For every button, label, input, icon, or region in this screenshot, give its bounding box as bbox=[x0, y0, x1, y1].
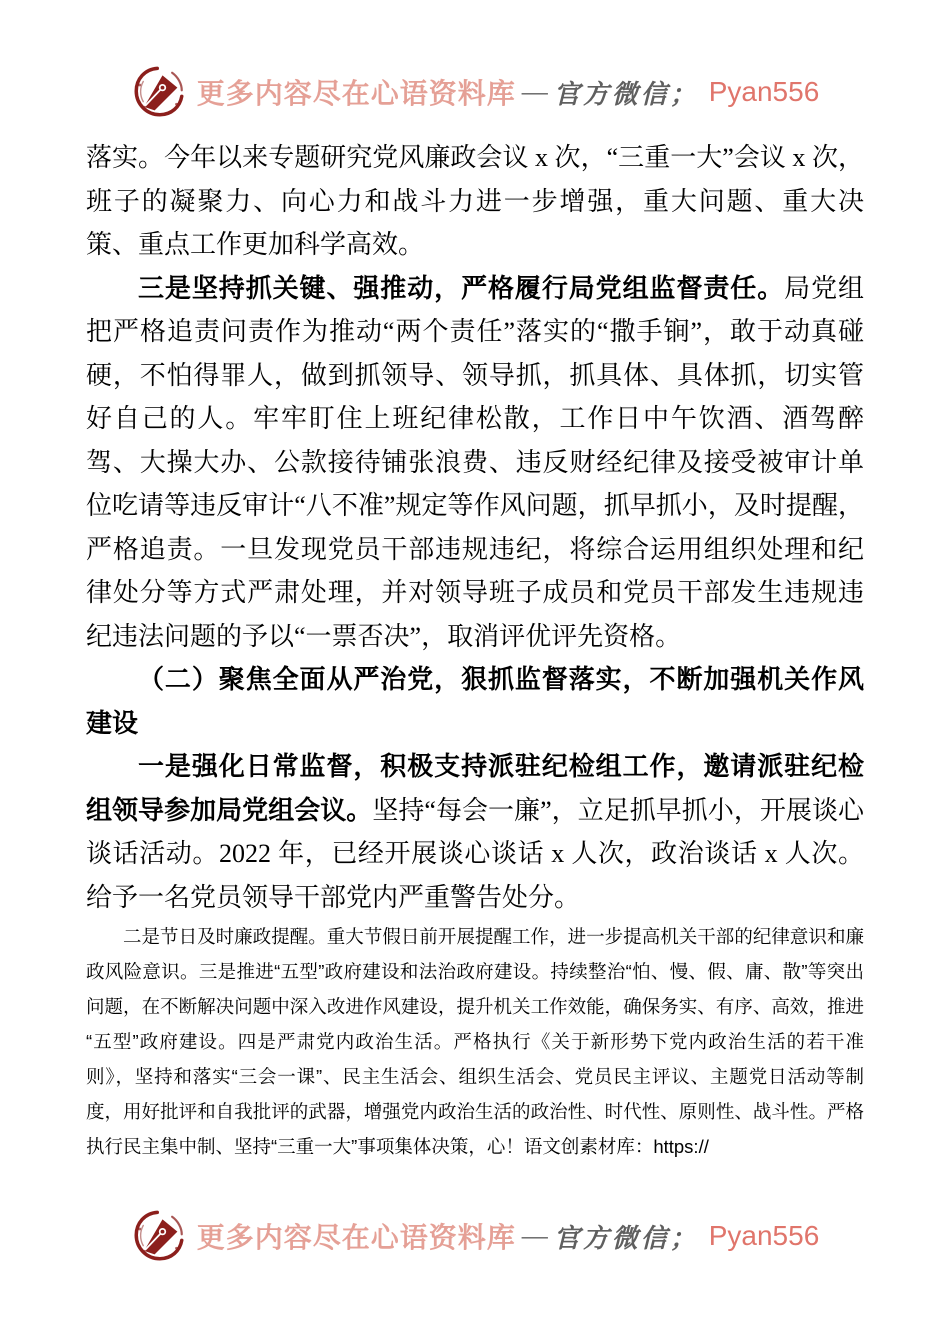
brand-pen-logo-icon bbox=[131, 62, 187, 122]
paragraph-point-three bbox=[86, 267, 864, 659]
watermark-brand-text: 更多内容尽在心语资料库 bbox=[196, 1223, 516, 1254]
paragraph-point-one bbox=[86, 745, 864, 919]
header-watermark bbox=[0, 62, 950, 122]
section-heading-text: （二）聚焦全面从严治党，狠抓监督落实，不断加强机关作风建设 bbox=[86, 665, 864, 738]
paragraph-text: 局党组把严格追责问责作为推动“两个责任”落实的“撒手锏”，敢于动真碰硬，不怕得罪人，做到抓领导、领导抓，抓具体、具体抓，切实管好自己的人。牢牢盯住上班纪律松散，工作日中午饮酒、酒驾醉驾、大操大办、公款接待铺张浪费、违反财经纪律及接受被审计单位吃请等违反审计“八不准”规定等作风问题，抓早抓小，及时提醒，严格追责。一旦发现党员干部违规违纪，将综合运用组织处理和纪律处分等方式严肃处理，并对领导班子成员和党员干部发生违规违纪违法问题的予以“一票否决”，取消评优评先资格。 bbox=[86, 273, 864, 651]
watermark-brand-text: 更多内容尽在心语资料库 bbox=[196, 79, 516, 110]
brand-pen-logo-icon bbox=[131, 1206, 187, 1266]
paragraph-text: 坚持“每会一廉”，立足抓早抓小，开展谈心谈话活动。2022 年，已经开展谈心谈话 x 人次，政治谈话 x 人次。给予一名党员领导干部党内严重警告处分。 bbox=[86, 795, 864, 912]
paragraph-text: 落实。今年以来专题研究党风廉政会议 x 次，“三重一大”会议 x 次，班子的凝聚力、向心力和战斗力进一步增强，重大问题、重大决策、重点工作更加科学高效。 bbox=[86, 143, 864, 259]
watermark-wechat-label: 官方微信； bbox=[553, 79, 699, 109]
watermark-wechat-id: Pyan556 bbox=[708, 1220, 820, 1251]
paragraph-text: 二是节日及时廉政提醒。重大节假日前开展提醒工作，进一步提高机关干部的纪律意识和廉政风险意识。三是推进“五型”政府建设和法治政府建设。持续整治“怕、慢、假、庸、散”等突出问题，在不断解决问题中深入改进作风建设，提升机关工作效能，确保务实、有序、高效，推进“五型”政府建设。四是严肃党内政治生活。严格执行《关于新形势下党内政治生活的若干准则》，坚持和落实“三会一课”、民主生活会、组织生活会、党员民主评议、主题党日活动等制度，用好批评和自我批评的武器，增强党内政治生活的政治性、时代性、原则性、战斗性。严格执行民主集中制、坚持“三重一大”事项集体决策，心！语文创素材库：https:// bbox=[86, 926, 864, 1157]
paragraph-continuation bbox=[86, 136, 864, 267]
paragraph-lead-bold: 三是坚持抓关键、强推动，严格履行局党组监督责任。 bbox=[138, 273, 785, 303]
watermark-dash: — bbox=[521, 77, 548, 106]
paragraph-small-print bbox=[86, 919, 864, 1164]
watermark-wechat-id: Pyan556 bbox=[708, 76, 820, 107]
document-body bbox=[0, 136, 950, 1164]
watermark-dash: — bbox=[521, 1221, 548, 1250]
section-heading bbox=[86, 658, 864, 745]
watermark-wechat-label: 官方微信； bbox=[553, 1223, 699, 1253]
footer-watermark bbox=[0, 1206, 950, 1266]
paragraph-lead-bold: 一是强化日常监督，积极支持派驻纪检组工作，邀请派驻纪检组领导参加局党组会议。 bbox=[86, 752, 864, 825]
